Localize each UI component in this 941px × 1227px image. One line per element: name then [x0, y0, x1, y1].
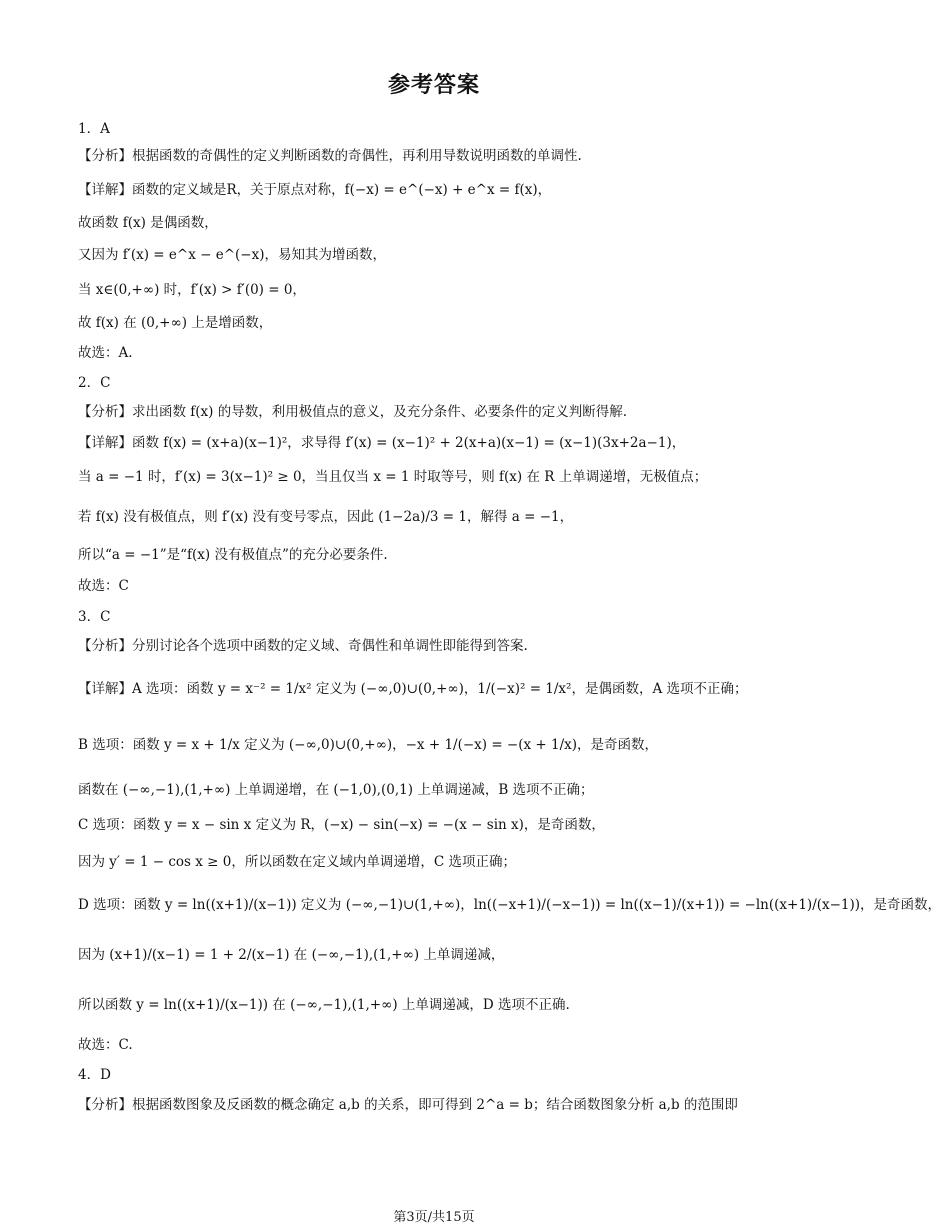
q3-line: 函数在 (−∞,−1),(1,+∞) 上单调递增，在 (−1,0),(0,1) 上单调递减，B 选项不正确； [78, 782, 594, 798]
q3-number: 3．C [78, 609, 111, 625]
q1-line: 故函数 f(x) 是偶函数， [78, 215, 218, 231]
q2-analysis: 【分析】求出函数 f(x) 的导数，利用极值点的意义，及充分条件、必要条件的定义判断得解. [78, 404, 628, 420]
q1-line: 故 f(x) 在 (0,+∞) 上是增函数， [78, 315, 273, 331]
q2-line: 所以“a = −1”是“f(x) 没有极值点”的充分必要条件. [78, 547, 388, 563]
page-title: 参考答案 [387, 72, 480, 98]
q2-detail: 【详解】函数 f(x) = (x+a)(x−1)²，求导得 f′(x) = (x−1)² + 2(x+a)(x−1) = (x−1)(3x+2a−1)， [78, 435, 686, 451]
q2-line: 当 a = −1 时，f′(x) = 3(x−1)² ≥ 0，当且仅当 x = 1 时取等号，则 f(x) 在 R 上单调递增，无极值点； [78, 469, 708, 485]
page-footer: 第3页/共15页 [393, 1210, 475, 1225]
q2-answer: 故选：C [78, 578, 129, 594]
q3-line: 因为 y′ = 1 − cos x ≥ 0，所以函数在定义域内单调递增，C 选项正确； [78, 854, 516, 870]
q3-answer: 故选：C. [78, 1037, 133, 1053]
q1-answer: 故选：A. [78, 345, 133, 361]
q1-analysis: 【分析】根据函数的奇偶性的定义判断函数的奇偶性，再利用导数说明函数的单调性. [78, 148, 582, 164]
q3-option-c: C 选项：函数 y = x − sin x 定义为 R，(−x) − sin(−x) = −(x − sin x)，是奇函数， [78, 817, 605, 833]
q1-line: 当 x∈(0,+∞) 时，f′(x) > f′(0) = 0， [78, 282, 306, 298]
q3-line: 因为 (x+1)/(x−1) = 1 + 2/(x−1) 在 (−∞,−1),(1,+∞) 上单调递减， [78, 947, 505, 963]
q3-analysis: 【分析】分别讨论各个选项中函数的定义域、奇偶性和单调性即能得到答案. [78, 638, 528, 654]
q3-line: 所以函数 y = ln((x+1)/(x−1)) 在 (−∞,−1),(1,+∞) 上单调递减，D 选项不正确. [78, 997, 570, 1013]
q3-option-b: B 选项：函数 y = x + 1/x 定义为 (−∞,0)∪(0,+∞)，−x + 1/(−x) = −(x + 1/x)，是奇函数， [78, 737, 659, 753]
q1-line: 又因为 f′(x) = e^x − e^(−x)，易知其为增函数， [78, 247, 386, 263]
q4-number: 4．D [78, 1067, 111, 1083]
q2-line: 若 f(x) 没有极值点，则 f′(x) 没有变号零点，因此 (1−2a)/3 = 1，解得 a = −1， [78, 509, 574, 525]
q1-number: 1．A [78, 121, 110, 137]
q3-option-d: D 选项：函数 y = ln((x+1)/(x−1)) 定义为 (−∞,−1)∪(1,+∞)，ln((−x+1)/(−x−1)) = ln((x−1)/(x+1)) = −ln((x+1)/(x−1))，是奇函数， [78, 897, 941, 913]
q4-analysis: 【分析】根据函数图象及反函数的概念确定 a,b 的关系，即可得到 2^a = b；结合函数图象分析 a,b 的范围即 [78, 1097, 738, 1113]
q3-detail: 【详解】A 选项：函数 y = x⁻² = 1/x² 定义为 (−∞,0)∪(0,+∞)，1/(−x)² = 1/x²，是偶函数，A 选项不正确； [78, 681, 748, 697]
q2-number: 2．C [78, 375, 111, 391]
q1-detail: 【详解】函数的定义域是R，关于原点对称，f(−x) = e^(−x) + e^x = f(x)， [78, 182, 552, 198]
